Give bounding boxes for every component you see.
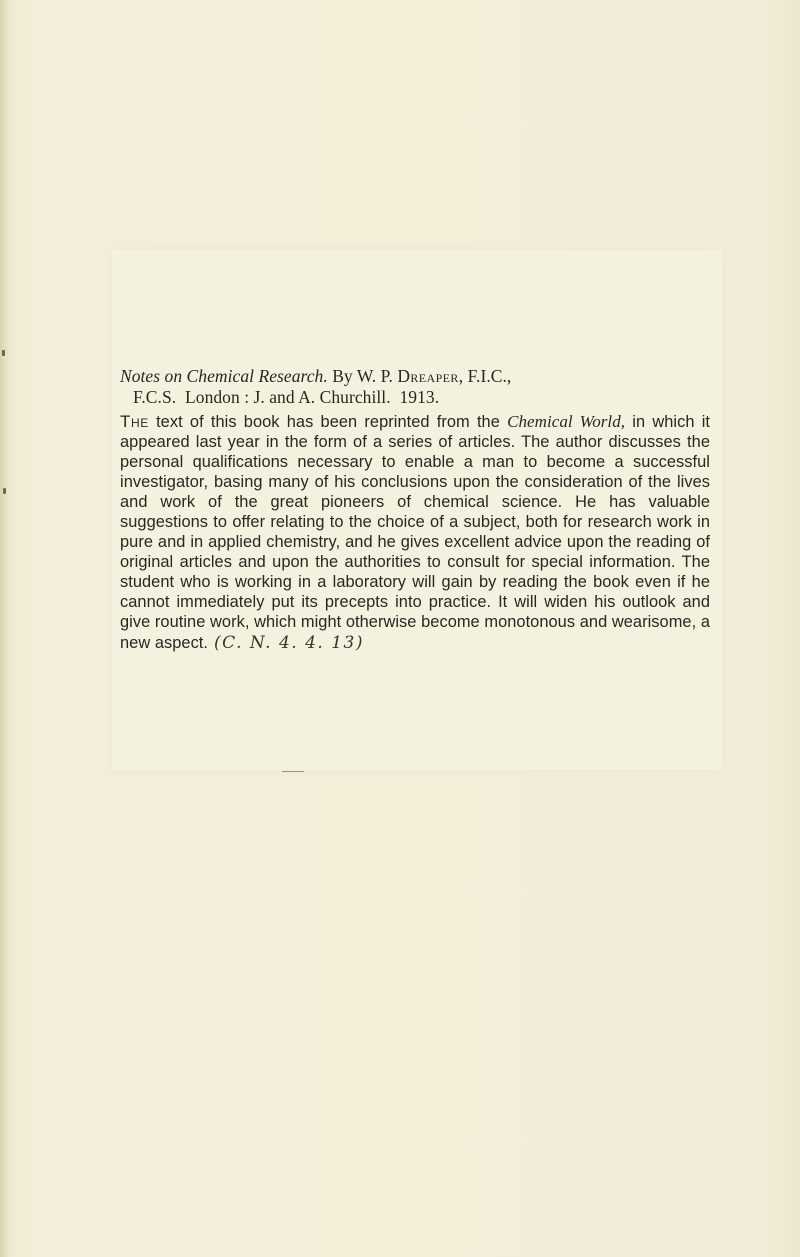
citation-header <box>120 366 710 407</box>
by-line-prefix: By W. P. <box>332 366 393 386</box>
review-text-1: text of this book has been reprinted from the <box>148 413 508 431</box>
journal-name: Chemical World, <box>507 412 626 431</box>
page-left-edge <box>0 0 9 1257</box>
book-title: Notes on Chemical Research. <box>120 366 328 386</box>
pencil-mark <box>282 771 304 772</box>
edge-mark <box>2 350 5 356</box>
author-qualifications-2: F.C.S. <box>133 386 177 407</box>
publisher: London : J. and A. Churchill. <box>185 386 391 407</box>
author-surname: Dreaper <box>397 366 459 386</box>
review-text-2: in which it appeared last year in the form of a series of articles. The author discusses the personal qualifications necessary to enable a man to become a successful investigator, basing many of his conclusions upon the consideration of the lives and work of the great pioneers of chemical science. He has valuable suggestions to offer relating to the choice of a subject, both for research work in pure and in applied chemistry, and he gives excellent advice upon the reading of original articles and upon the authorities to consult for special information. The student who is working in a laboratory will gain by reading the book even if he cannot immediately put its precepts into practice. It will widen his outlook and give routine work, which might otherwise become monotonous and wearisome, a new aspect. <box>120 413 711 652</box>
book-review <box>120 366 710 653</box>
review-body <box>120 412 710 653</box>
opening-word: The <box>120 412 149 431</box>
edge-mark <box>3 488 6 494</box>
author-qualifications: , F.I.C., <box>458 366 512 386</box>
citation-line-2 <box>120 387 710 408</box>
handwritten-annotation: (C. N. 4. 4. 13) <box>214 632 364 653</box>
publication-year: 1913. <box>399 386 440 407</box>
